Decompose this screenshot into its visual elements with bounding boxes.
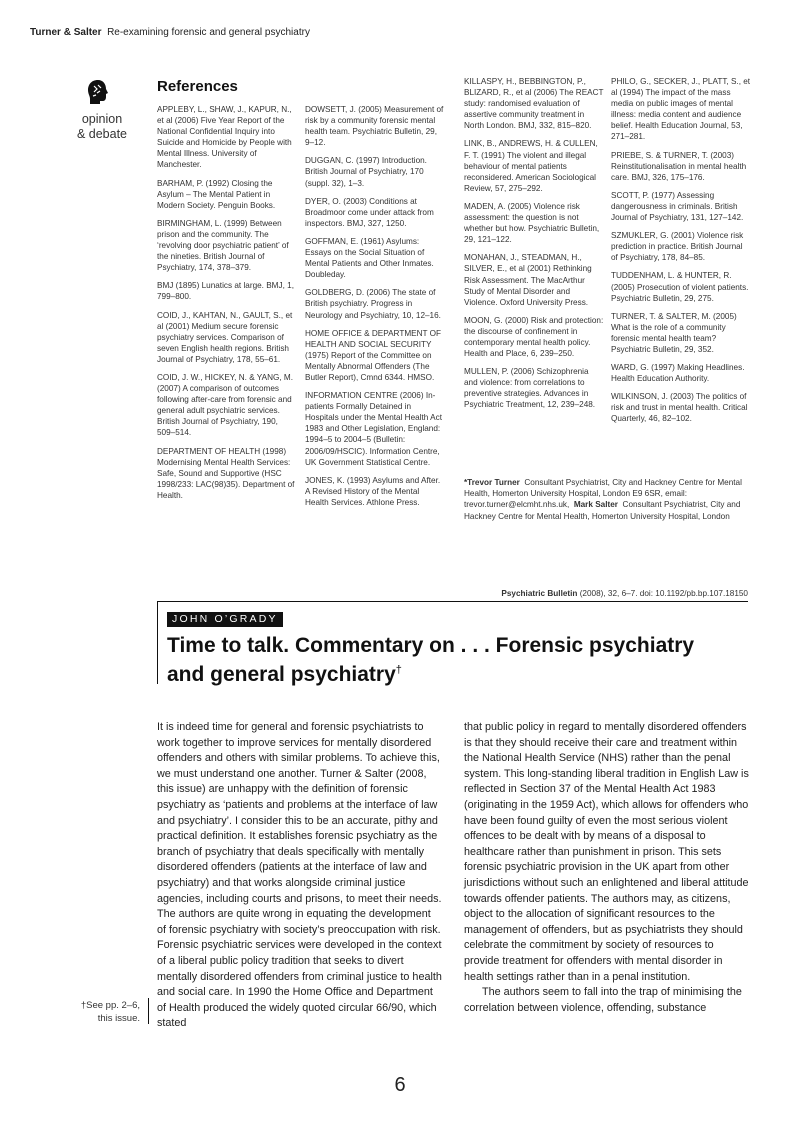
author-note-text: Consultant Psychiatrist, City and Hackney Centre for Mental Health, Homerton University Hospital, London E9 6SR, email: trevor.turner@elcmht.nhs.uk, (464, 478, 742, 510)
reference-entry: BMJ (1895) Lunatics at large. BMJ, 1, 799–800. (157, 281, 294, 302)
article-title-line2: and general psychiatry† (167, 663, 402, 686)
references-column-2 (305, 104, 445, 515)
reference-entry: COID, J., KAHTAN, N., GAULT, S., et al (2001) Medium secure forensic psychiatry services. Comparison of seven English health regions. British Journal of Psychiatry, 178, 55–61. (157, 310, 293, 364)
references-column-3 (464, 76, 604, 418)
journal-name: Psychiatric Bulletin (501, 589, 578, 598)
reference-entry: COID, J. W., HICKEY, N. & YANG, M. (2007) A comparison of outcomes following after-care from forensic and general adult psychiatric services. British Journal of Psychiatry, 190, 509–514. (157, 372, 294, 438)
reference-entry: GOLDBERG, D. (2006) The state of British psychiatry. Progress in Neurology and Psychiatry, 10, 12–16. (305, 288, 441, 320)
body-paragraph: It is indeed time for general and forensic psychiatrists to work together to improve services for mentally disordered offenders and others with similar problems. To achieve this, we must understand one another. Turner & Salter (2008, this issue) are unhappy with the definition of forensic psychiatry as ‘patients and problems at the interface of law and psychiatry’. I consider this to be an accurate, pithy and practical definition. It establishes forensic psychiatry as the branch of psychiatry that deals specifically with mentally disordered offenders (patients at the interface of law and psychiatry) and that works alongside criminal justice agencies, including courts and prisons, to meet their needs. The authors are quite wrong in equating the development of forensic psychiatry with society’s preoccupation with risk. Forensic psychiatric services were developed in the context of a liberal public policy tradition that seeks to divert mentally disordered offenders from criminal justice to health and social care. In 1990 the Home Office and Department of Health produced the widely quoted circular 66/90, which stated (157, 721, 442, 1030)
section-label (62, 112, 142, 142)
reference-entry: DOWSETT, J. (2005) Measurement of risk by a community forensic mental health team. Psychiatric Bulletin, 29, 9–12. (305, 105, 444, 148)
article-title-line1: Time to talk. Commentary on . . . Forensic psychiatry (167, 634, 695, 657)
title-dagger: † (395, 664, 402, 676)
reference-entry: KILLASPY, H., BEBBINGTON, P., BLIZARD, R., et al (2006) The REACT study: randomised evaluation of assertive community treatment in North London. BMJ, 332, 815–820. (464, 77, 604, 131)
reference-entry: LINK, B., ANDREWS, H. & CULLEN, F. T. (1991) The violent and illegal behaviour of mental patients reconsidered. American Sociological Review, 57, 275–292. (464, 139, 598, 193)
section-label-line1: opinion (81, 112, 123, 126)
citation-details: (2008), 32, 6–7. doi: 10.1192/pb.bp.107.18150 (579, 589, 748, 598)
reference-entry: DYER, O. (2003) Conditions at Broadmoor come under attack from inspectors. BMJ, 327, 1250. (305, 196, 434, 228)
section-label-line2: & debate (76, 127, 128, 141)
reference-entry: DEPARTMENT OF HEALTH (1998) Modernising Mental Health Services: Safe, Sound and Supportive (HSC 1998/233: LAC(98)35). Department of Health. (157, 446, 295, 500)
reference-entry: TURNER, T. & SALTER, M. (2005) What is the role of a community forensic mental health team? Psychiatric Bulletin, 29, 352. (611, 311, 737, 354)
running-header (30, 27, 310, 38)
author-note-name: Mark Salter (573, 500, 618, 510)
reference-entry: SZMUKLER, G. (2001) Violence risk prediction in practice. British Journal of Psychiatry, 178, 84–85. (611, 231, 744, 263)
reference-entry: MOON, G. (2000) Risk and protection: the discourse of confinement in contemporary mental health policy. Health and Place, 6, 239–250. (464, 315, 604, 359)
references-column-4 (611, 76, 751, 432)
article-author-bar: JOHN O’GRADY (167, 612, 283, 627)
reference-entry: GOFFMAN, E. (1961) Asylums: Essays on the Social Situation of Mental Patients and Other Inmates. Doubleday. (305, 236, 434, 280)
reference-entry: PRIEBE, S. & TURNER, T. (2003) Reinstitutionalisation in mental health care. BMJ, 326, 175–176. (611, 150, 747, 182)
reference-entry: BIRMINGHAM, L. (1999) Between prison and the community. The ‘revolving door psychiatric patient’ of the nineties. British Journal of Psychiatry, 174, 378–379. (157, 218, 289, 273)
author-note-name: *Trevor Turner (464, 478, 520, 487)
article-body-column-2 (464, 720, 749, 1016)
author-note-text: Consultant Psychiatrist, City and Hackney Centre for Mental Health, Homerton University Hospital, London (464, 500, 741, 521)
running-header-title: Re-examining forensic and general psychiatry (107, 27, 310, 38)
footnote-rule (148, 998, 149, 1024)
reference-entry: HOME OFFICE & DEPARTMENT OF HEALTH AND SOCIAL SECURITY (1975) Report of the Committee on Mentally Abnormal Offenders (The Butler Report), Cmnd 6344. HMSO. (305, 328, 442, 382)
footnote (62, 999, 140, 1025)
running-header-authors: Turner & Salter (30, 27, 102, 38)
references-heading: References (157, 78, 238, 95)
reference-entry: TUDDENHAM, L. & HUNTER, R. (2005) Prosecution of violent patients. Psychiatric Bulletin, 29, 275. (611, 271, 749, 303)
reference-entry: BARHAM, P. (1992) Closing the Asylum – The Mental Patient in Modern Society. Penguin Books. (157, 178, 276, 210)
reference-entry: MONAHAN, J., STEADMAN, H., SILVER, E., et al (2001) Rethinking Risk Assessment. The MacArthur Study of Mental Disorder and Violence. Oxford University Press. (464, 253, 592, 307)
page-number: 6 (394, 1074, 406, 1096)
footnote-line2: this issue. (97, 1013, 140, 1024)
reference-entry: PHILO, G., SECKER, J., PLATT, S., et al (1994) The impact of the mass media on public images of mental illness: media content and audience belief. Health Education Journal, 53, 271–281. (611, 77, 751, 142)
reference-entry: WARD, G. (1997) Making Headlines. Health Education Authority. (611, 363, 745, 384)
reference-entry: MULLEN, P. (2006) Schizophrenia and violence: from correlations to preventive strategies. Advances in Psychiatric Treatment, 12, 239–248. (464, 367, 596, 410)
article-body-column-1 (157, 720, 442, 1032)
reference-entry: WILKINSON, J. (2003) The politics of risk and trust in mental health. Critical Quarterly, 46, 82–102. (611, 392, 748, 424)
body-paragraph: that public policy in regard to mentally disordered offenders is that they should receive their care and treatment within the National Health Service (NHS) rather than the penal system. This long-standing liberal tradition in English Law is reflected in Section 37 of the Mental Health Act 1983 (originating in the 1959 Act), which allows for offenders who have been found guilty of even the most serious violent offences to be dealt with by means of a disposal to healthcare rather than punishment in prison. This sets forensic psychiatric provision in the UK apart from other jurisdictions without such an enlightened and liberal attitude towards offender patients. The authors may, as citizens, object to the allocation of significant resources to the management of offenders, but as psychiatrists they should celebrate the commitment by society of resources to provide treatment for offenders with mental disorder in health settings rather than in a penal institution. (464, 721, 749, 983)
body-paragraph: The authors seem to fall into the trap of minimising the correlation between violence, offending, substance (464, 986, 742, 1014)
footnote-line1: †See pp. 2–6, (80, 1000, 140, 1011)
article-top-rule (157, 601, 748, 602)
article-left-rule (157, 601, 158, 684)
reference-entry: JONES, K. (1993) Asylums and After. A Revised History of the Mental Health Services. Athlone Press. (305, 475, 441, 507)
references-column-1 (157, 104, 297, 508)
reference-entry: DUGGAN, C. (1997) Introduction. British Journal of Psychiatry, 170 (suppl. 32), 1–3. (305, 156, 427, 188)
reference-entry: APPLEBY, L., SHAW, J., KAPUR, N., et al (2006) Five Year Report of the National Confidential Inquiry into Suicide and Homicide by People with Mental Illness. University of Manchester. (157, 105, 292, 170)
article-citation (501, 589, 748, 598)
author-affiliation-note (464, 477, 750, 522)
article-title (167, 631, 737, 689)
reference-entry: MADEN, A. (2005) Violence risk assessment: the question is not whether but how. Psychiatric Bulletin, 29, 121–122. (464, 201, 600, 245)
reference-entry: INFORMATION CENTRE (2006) In-patients Formally Detained in Hospitals under the Mental Health Act 1983 and Other Legislation, England: 1994–5 to 2004–5 (Bulletin: 2006/09/HSCIC). Information Centre, UK Government Statistical Centre. (305, 391, 442, 467)
thinking-head-icon (85, 78, 111, 106)
reference-entry: SCOTT, P. (1977) Assessing dangerousness in criminals. British Journal of Psychiatry, 131, 127–142. (611, 190, 744, 223)
